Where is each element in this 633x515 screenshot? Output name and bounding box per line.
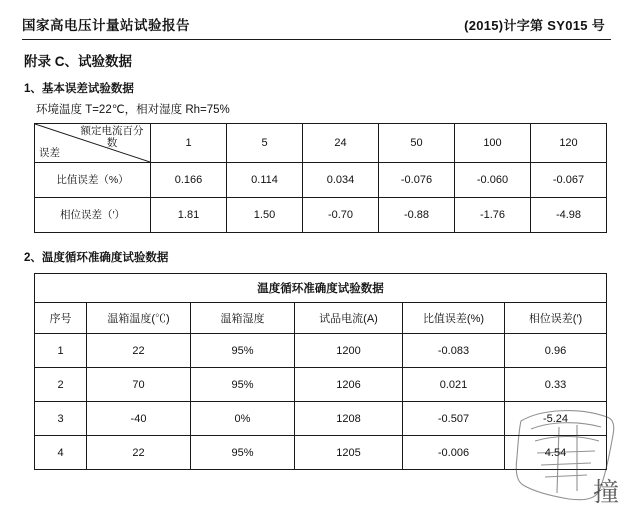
table-row xyxy=(35,124,607,163)
table1-cell: 0.114 xyxy=(227,163,303,198)
table2-cell: 1208 xyxy=(295,402,403,436)
section-1-title: 1、基本误差试验数据 xyxy=(24,83,134,95)
table2-column-header: 试品电流(A) xyxy=(295,303,403,334)
table1-cell: 0.166 xyxy=(151,163,227,198)
table1-cell: -0.067 xyxy=(531,163,607,198)
table1-cell: 1.50 xyxy=(227,198,303,233)
table1-column-header: 100 xyxy=(455,124,531,163)
table1-column-header: 5 xyxy=(227,124,303,163)
table2-cell: 22 xyxy=(87,436,191,470)
table2-cell: 0.33 xyxy=(505,368,607,402)
table1-cell: -1.76 xyxy=(455,198,531,233)
basic-error-table xyxy=(34,123,607,233)
section-2-title: 2、温度循环准确度试验数据 xyxy=(24,252,169,264)
seal-character: 撞 xyxy=(592,478,619,508)
table2-cell: 22 xyxy=(87,334,191,368)
temperature-cycle-table xyxy=(34,273,607,470)
table-row xyxy=(35,368,607,402)
table2-cell: 0% xyxy=(191,402,295,436)
section-1-environment-note: 环境温度 T=22℃，相对湿度 Rh=75% xyxy=(36,104,230,116)
table2-cell: -0.083 xyxy=(403,334,505,368)
table2-caption: 温度循环准确度试验数据 xyxy=(35,274,607,303)
table2-cell: 95% xyxy=(191,334,295,368)
table1-corner-cell xyxy=(35,124,151,163)
table1-corner-bottom-label: 误差 xyxy=(39,147,60,159)
table1-column-header: 24 xyxy=(303,124,379,163)
table2-column-header: 序号 xyxy=(35,303,87,334)
report-title: 国家高电压计量站试验报告 xyxy=(22,18,190,33)
table2-cell: 1205 xyxy=(295,436,403,470)
table1-cell: -0.060 xyxy=(455,163,531,198)
page-header xyxy=(22,14,611,40)
table2-column-header: 相位误差(′) xyxy=(505,303,607,334)
table1-column-header: 1 xyxy=(151,124,227,163)
table1-row-label: 比值误差（%） xyxy=(35,163,151,198)
table2-cell: -5.24 xyxy=(505,402,607,436)
table2-cell: 1206 xyxy=(295,368,403,402)
table2-cell: 70 xyxy=(87,368,191,402)
table-row xyxy=(35,303,607,334)
appendix-title: 附录 C、试验数据 xyxy=(24,54,132,69)
table2-cell: 2 xyxy=(35,368,87,402)
table2-cell: 4 xyxy=(35,436,87,470)
table1-cell: -0.88 xyxy=(379,198,455,233)
table1-cell: 1.81 xyxy=(151,198,227,233)
table1-corner-top-label: 额定电流百分数 xyxy=(80,125,144,150)
table1-cell: -0.076 xyxy=(379,163,455,198)
table1-row-label: 相位误差（′） xyxy=(35,198,151,233)
table2-cell: -40 xyxy=(87,402,191,436)
table1-column-header: 50 xyxy=(379,124,455,163)
table2-cell: -0.507 xyxy=(403,402,505,436)
table2-cell: -0.006 xyxy=(403,436,505,470)
table-row xyxy=(35,402,607,436)
table2-cell: 0.96 xyxy=(505,334,607,368)
table2-cell: 1 xyxy=(35,334,87,368)
table2-cell: 95% xyxy=(191,436,295,470)
table-row xyxy=(35,436,607,470)
table-row xyxy=(35,198,607,233)
table2-cell: 3 xyxy=(35,402,87,436)
table2-cell: 95% xyxy=(191,368,295,402)
table2-cell: 1200 xyxy=(295,334,403,368)
table2-column-header: 比值误差(%) xyxy=(403,303,505,334)
table1-cell: 0.034 xyxy=(303,163,379,198)
table2-cell: 0.021 xyxy=(403,368,505,402)
table1-column-header: 120 xyxy=(531,124,607,163)
table-row xyxy=(35,163,607,198)
table2-cell: 4.54 xyxy=(505,436,607,470)
table1-cell: -0.70 xyxy=(303,198,379,233)
table2-column-header: 温箱湿度 xyxy=(191,303,295,334)
table-row xyxy=(35,334,607,368)
table2-column-header: 温箱温度(℃) xyxy=(87,303,191,334)
table1-cell: -4.98 xyxy=(531,198,607,233)
report-document-number: (2015)计字第 SY015 号 xyxy=(464,18,605,33)
table-row xyxy=(35,274,607,303)
